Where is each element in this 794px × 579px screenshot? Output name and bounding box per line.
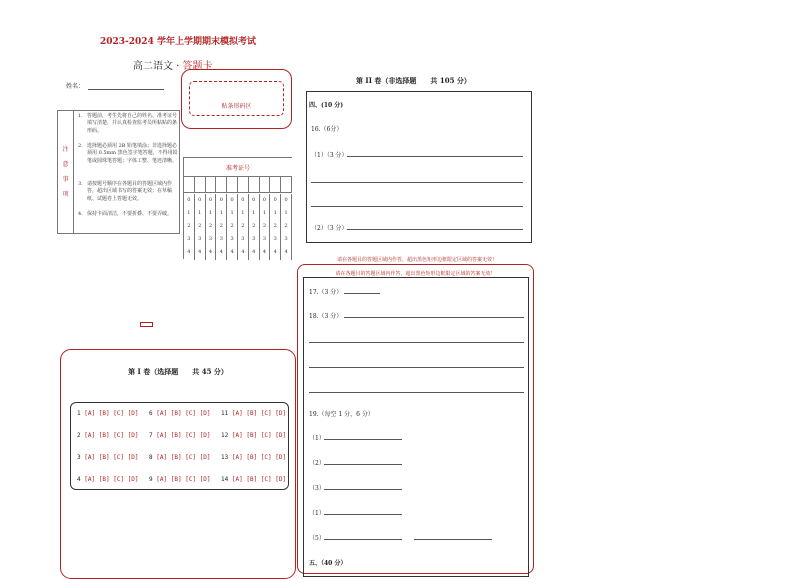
exam-number-write-cell[interactable] xyxy=(195,177,206,192)
exam-digit-bubble[interactable]: 1 xyxy=(241,210,245,216)
exam-digit-bubble[interactable]: 1 xyxy=(219,210,223,216)
exam-digit-bubble[interactable]: 2 xyxy=(284,223,288,229)
choice-option-bubble[interactable]: [D] xyxy=(275,476,287,483)
choice-option-bubble[interactable]: [B] xyxy=(246,476,258,483)
choice-option-bubble[interactable]: [D] xyxy=(199,432,211,439)
choice-grid xyxy=(70,402,289,490)
exam-digit-bubble[interactable]: 4 xyxy=(262,249,267,255)
positioning-mark xyxy=(140,322,153,327)
q17-label: 17.（3 分） xyxy=(309,289,343,296)
choice-option-bubble[interactable]: [D] xyxy=(275,410,287,417)
answer-line[interactable] xyxy=(324,514,402,515)
choice-option-bubble[interactable]: [B] xyxy=(170,476,182,483)
exam-digit-bubble[interactable]: 0 xyxy=(273,197,277,203)
exam-number-column xyxy=(238,194,249,260)
warning-line-1: 请在各题目的答题区域内作答，超出黑色矩形边框限定区域的答案无效！ xyxy=(336,257,497,263)
choice-option-bubble[interactable]: [A] xyxy=(231,454,243,461)
choice-option-bubble[interactable]: [C] xyxy=(113,410,125,417)
choice-question xyxy=(221,410,286,417)
note-number: 2. xyxy=(78,143,83,149)
choice-option-bubble[interactable]: [C] xyxy=(260,432,272,439)
page-title: 2023-2024 学年上学期期末模拟考试 xyxy=(100,37,256,47)
exam-digit-bubble[interactable]: 0 xyxy=(219,197,223,203)
choice-question xyxy=(221,432,286,439)
choice-option-bubble[interactable]: [A] xyxy=(231,432,243,439)
exam-digit-bubble[interactable]: 4 xyxy=(230,249,234,255)
exam-digit-bubble[interactable]: 4 xyxy=(198,249,202,255)
answer-card-label: 答题卡 xyxy=(182,61,213,72)
exam-digit-bubble[interactable]: 4 xyxy=(273,249,277,255)
exam-digit-bubble[interactable]: 2 xyxy=(262,223,267,229)
exam-digit-bubble[interactable]: 1 xyxy=(284,210,288,216)
exam-digit-bubble[interactable]: 3 xyxy=(241,236,245,242)
exam-digit-bubble[interactable]: 2 xyxy=(219,223,223,229)
choice-question-number: 2 xyxy=(77,432,81,439)
exam-digit-bubble[interactable]: 4 xyxy=(208,249,213,255)
choice-option-bubble[interactable]: [D] xyxy=(199,410,211,417)
choice-option-bubble[interactable]: [C] xyxy=(185,454,197,461)
barcode-label: 贴条形码区 xyxy=(189,81,284,116)
notes-side-char: 注 xyxy=(62,146,69,153)
q18-label: 18.（3 分） xyxy=(309,313,343,320)
exam-digit-bubble[interactable]: 0 xyxy=(187,197,191,203)
exam-digit-bubble[interactable]: 4 xyxy=(219,249,223,255)
exam-number-write-cell[interactable] xyxy=(184,177,195,192)
exam-digit-bubble[interactable]: 3 xyxy=(252,236,256,242)
notes-side-char: 意 xyxy=(62,161,69,168)
notes-side-char: 项 xyxy=(62,191,69,198)
choice-question xyxy=(221,476,286,483)
choice-question-number: 12 xyxy=(221,432,229,439)
q19-sub-label: （3） xyxy=(309,485,325,492)
choice-option-bubble[interactable]: [C] xyxy=(185,410,197,417)
note-text: 选择题必须用 2B 铅笔填涂；非选择题必须用 0.5mm 黑色签字笔答题，不得用铅笔或圆珠笔答题；字体工整、笔迹清晰。 xyxy=(87,143,178,164)
section1-box xyxy=(60,349,296,579)
exam-number-column xyxy=(260,194,271,260)
exam-number-title: 准考证号 xyxy=(184,158,292,177)
q19-sub-label: （1） xyxy=(309,435,325,442)
section2-title: 第 II 卷（非选择题 共 105 分） xyxy=(356,76,471,85)
choice-question-number: 14 xyxy=(221,476,229,483)
choice-option-bubble[interactable]: [A] xyxy=(231,476,243,483)
q19-sub-label: （2） xyxy=(309,460,325,467)
part4-heading: 四、(10 分) xyxy=(309,102,344,109)
choice-option-bubble[interactable]: [B] xyxy=(98,410,110,417)
exam-digit-bubble[interactable]: 3 xyxy=(273,236,277,242)
exam-number-write-cell[interactable] xyxy=(281,177,292,192)
choice-option-bubble[interactable]: [A] xyxy=(84,476,96,483)
exam-digit-bubble[interactable]: 3 xyxy=(284,236,288,242)
exam-number-column xyxy=(281,194,292,260)
exam-digit-bubble[interactable]: 2 xyxy=(273,223,277,229)
choice-question xyxy=(77,410,139,417)
exam-digit-bubble[interactable]: 1 xyxy=(230,210,234,216)
exam-digit-bubble[interactable]: 2 xyxy=(230,223,234,229)
choice-option-bubble[interactable]: [C] xyxy=(260,410,272,417)
exam-digit-bubble[interactable]: 1 xyxy=(252,210,256,216)
note-text: 答题前，考生先将自己的姓名、准考证号填写清楚，并认真检查监考员所粘贴的条形码。 xyxy=(87,113,178,134)
choice-option-bubble[interactable]: [A] xyxy=(156,454,168,461)
exam-digit-bubble[interactable]: 4 xyxy=(241,249,245,255)
choice-option-bubble[interactable]: [A] xyxy=(156,476,168,483)
exam-digit-bubble[interactable]: 1 xyxy=(273,210,277,216)
exam-number-column xyxy=(184,194,195,260)
choice-question-number: 13 xyxy=(221,454,229,461)
choice-option-bubble[interactable]: [B] xyxy=(170,432,182,439)
barcode-area xyxy=(181,69,292,129)
exam-digit-bubble[interactable]: 0 xyxy=(230,197,234,203)
choice-option-bubble[interactable]: [D] xyxy=(127,410,139,417)
choice-question xyxy=(149,476,211,483)
choice-option-bubble[interactable]: [C] xyxy=(113,432,125,439)
choice-option-bubble[interactable]: [C] xyxy=(260,476,272,483)
exam-number-write-cell[interactable] xyxy=(216,177,227,192)
exam-digit-bubble[interactable]: 2 xyxy=(208,223,213,229)
choice-question-number: 3 xyxy=(77,454,81,461)
section3-box xyxy=(297,264,534,574)
exam-digit-bubble[interactable]: 0 xyxy=(241,197,245,203)
choice-option-bubble[interactable]: [B] xyxy=(246,454,258,461)
note-text: 请按题号顺序在各题目的答题区域内作答，超出区域书写的答案无效；在草稿纸、试题卷上答题无效。 xyxy=(87,181,173,202)
exam-number-write-cell[interactable] xyxy=(270,177,281,192)
note-text: 保持卡面清洁，不要折叠、不要弄破。 xyxy=(87,211,173,217)
exam-number-column xyxy=(270,194,281,260)
choice-question-number: 4 xyxy=(77,476,81,483)
choice-option-bubble[interactable]: [D] xyxy=(199,454,211,461)
choice-question xyxy=(77,476,139,483)
exam-number-write-cell[interactable] xyxy=(227,177,238,192)
choice-option-bubble[interactable]: [A] xyxy=(156,410,168,417)
exam-number-column xyxy=(216,194,227,260)
exam-digit-bubble[interactable]: 0 xyxy=(252,197,256,203)
choice-question-number: 9 xyxy=(149,476,153,483)
answer-line[interactable] xyxy=(311,206,523,207)
exam-digit-bubble[interactable]: 1 xyxy=(187,210,191,216)
warning-line-2: 请在各题目的答题区域内作答，超出黑色矩形边框限定区域的答案无效！ xyxy=(335,271,496,277)
name-field[interactable] xyxy=(88,89,164,90)
answer-line[interactable] xyxy=(347,156,523,157)
exam-digit-bubble[interactable]: 0 xyxy=(284,197,288,203)
choice-option-bubble[interactable]: [D] xyxy=(275,454,287,461)
answer-line[interactable] xyxy=(311,182,523,183)
choice-option-bubble[interactable]: [B] xyxy=(246,410,258,417)
choice-option-bubble[interactable]: [D] xyxy=(275,432,287,439)
q19-sub-label: （5） xyxy=(309,535,325,542)
exam-digit-bubble[interactable]: 0 xyxy=(198,197,202,203)
answer-line[interactable] xyxy=(414,539,492,540)
exam-digit-bubble[interactable]: 2 xyxy=(241,223,245,229)
choice-option-bubble[interactable]: [D] xyxy=(127,476,139,483)
choice-option-bubble[interactable]: [B] xyxy=(98,476,110,483)
answer-line[interactable] xyxy=(309,367,524,368)
choice-option-bubble[interactable]: [C] xyxy=(185,476,197,483)
choice-option-bubble[interactable]: [B] xyxy=(170,410,182,417)
note-number: 4. xyxy=(78,211,83,217)
answer-line[interactable] xyxy=(344,317,524,318)
choice-option-bubble[interactable]: [D] xyxy=(127,432,139,439)
exam-digit-bubble[interactable]: 1 xyxy=(262,210,267,216)
answer-line[interactable] xyxy=(324,464,402,465)
answer-line[interactable] xyxy=(324,489,402,490)
q19-label: 19.（每空 1 分，6 分） xyxy=(309,411,374,418)
exam-number-write-cells xyxy=(184,177,292,193)
choice-question-number: 11 xyxy=(221,410,229,417)
answer-line[interactable] xyxy=(309,342,524,343)
exam-digit-bubble[interactable]: 3 xyxy=(187,236,191,242)
choice-question-number: 6 xyxy=(149,410,153,417)
choice-option-bubble[interactable]: [A] xyxy=(84,410,96,417)
exam-number-write-cell[interactable] xyxy=(238,177,249,192)
choice-question-number: 1 xyxy=(77,410,81,417)
subject-label: 高二语文 · xyxy=(133,61,183,72)
choice-question xyxy=(77,432,139,439)
notes-side-char: 事 xyxy=(62,176,69,183)
section3-answer-area xyxy=(303,277,529,577)
choice-option-bubble[interactable]: [D] xyxy=(199,476,211,483)
exam-digit-bubble[interactable]: 3 xyxy=(219,236,223,242)
answer-line[interactable] xyxy=(324,539,402,540)
choice-option-bubble[interactable]: [A] xyxy=(156,432,168,439)
choice-option-bubble[interactable]: [B] xyxy=(98,454,110,461)
choice-option-bubble[interactable]: [C] xyxy=(260,454,272,461)
answer-line[interactable] xyxy=(309,392,524,393)
exam-number-column xyxy=(195,194,206,260)
notes-side-label xyxy=(58,111,74,233)
exam-digit-bubble[interactable]: 3 xyxy=(208,236,213,242)
choice-question xyxy=(149,454,211,461)
exam-number-column xyxy=(206,194,217,260)
exam-digit-bubble[interactable]: 2 xyxy=(252,223,256,229)
choice-question-number: 7 xyxy=(149,432,153,439)
q19-sub-label: （1） xyxy=(309,510,325,517)
exam-digit-bubble[interactable]: 4 xyxy=(187,249,191,255)
choice-option-bubble[interactable]: [A] xyxy=(231,410,243,417)
choice-option-bubble[interactable]: [A] xyxy=(84,432,96,439)
exam-digit-bubble[interactable]: 2 xyxy=(187,223,191,229)
exam-digit-bubble[interactable]: 3 xyxy=(262,236,267,242)
exam-number-grid xyxy=(183,157,292,259)
exam-digit-bubble[interactable]: 4 xyxy=(284,249,288,255)
note-number: 1. xyxy=(78,113,83,119)
section1-title: 第 I 卷（选择题 共 45 分） xyxy=(128,367,228,376)
part5-heading: 五、（40 分） xyxy=(309,560,347,567)
exam-digit-bubble[interactable]: 3 xyxy=(198,236,202,242)
exam-number-digits xyxy=(184,194,292,260)
name-label: 姓名： xyxy=(66,83,85,90)
notes-box xyxy=(57,110,180,234)
q16-1-label: （1）（3 分） xyxy=(311,152,348,159)
exam-number-write-cell[interactable] xyxy=(206,177,217,192)
exam-number-write-cell[interactable] xyxy=(260,177,271,192)
q16-label: 16.（6分） xyxy=(311,126,343,133)
choice-option-bubble[interactable]: [D] xyxy=(127,454,139,461)
exam-digit-bubble[interactable]: 3 xyxy=(230,236,234,242)
choice-question xyxy=(149,410,211,417)
answer-line[interactable] xyxy=(347,229,523,230)
choice-option-bubble[interactable]: [C] xyxy=(113,476,125,483)
choice-option-bubble[interactable]: [B] xyxy=(246,432,258,439)
choice-option-bubble[interactable]: [C] xyxy=(113,454,125,461)
answer-line[interactable] xyxy=(324,439,402,440)
exam-digit-bubble[interactable]: 1 xyxy=(208,210,213,216)
answer-line[interactable] xyxy=(344,293,380,294)
exam-number-column xyxy=(249,194,260,260)
choice-option-bubble[interactable]: [C] xyxy=(185,432,197,439)
q16-2-label: （2）（3 分） xyxy=(311,225,348,232)
choice-option-bubble[interactable]: [B] xyxy=(98,432,110,439)
exam-digit-bubble[interactable]: 1 xyxy=(198,210,202,216)
exam-digit-bubble[interactable]: 0 xyxy=(262,197,267,203)
exam-number-column xyxy=(227,194,238,260)
choice-question xyxy=(149,432,211,439)
note-number: 3. xyxy=(78,181,83,187)
choice-question-number: 8 xyxy=(149,454,153,461)
choice-question xyxy=(77,454,139,461)
exam-number-write-cell[interactable] xyxy=(249,177,260,192)
section2-box xyxy=(306,91,532,243)
exam-digit-bubble[interactable]: 4 xyxy=(252,249,256,255)
choice-option-bubble[interactable]: [B] xyxy=(170,454,182,461)
choice-option-bubble[interactable]: [A] xyxy=(84,454,96,461)
choice-question xyxy=(221,454,286,461)
exam-digit-bubble[interactable]: 2 xyxy=(198,223,202,229)
exam-digit-bubble[interactable]: 0 xyxy=(208,197,213,203)
